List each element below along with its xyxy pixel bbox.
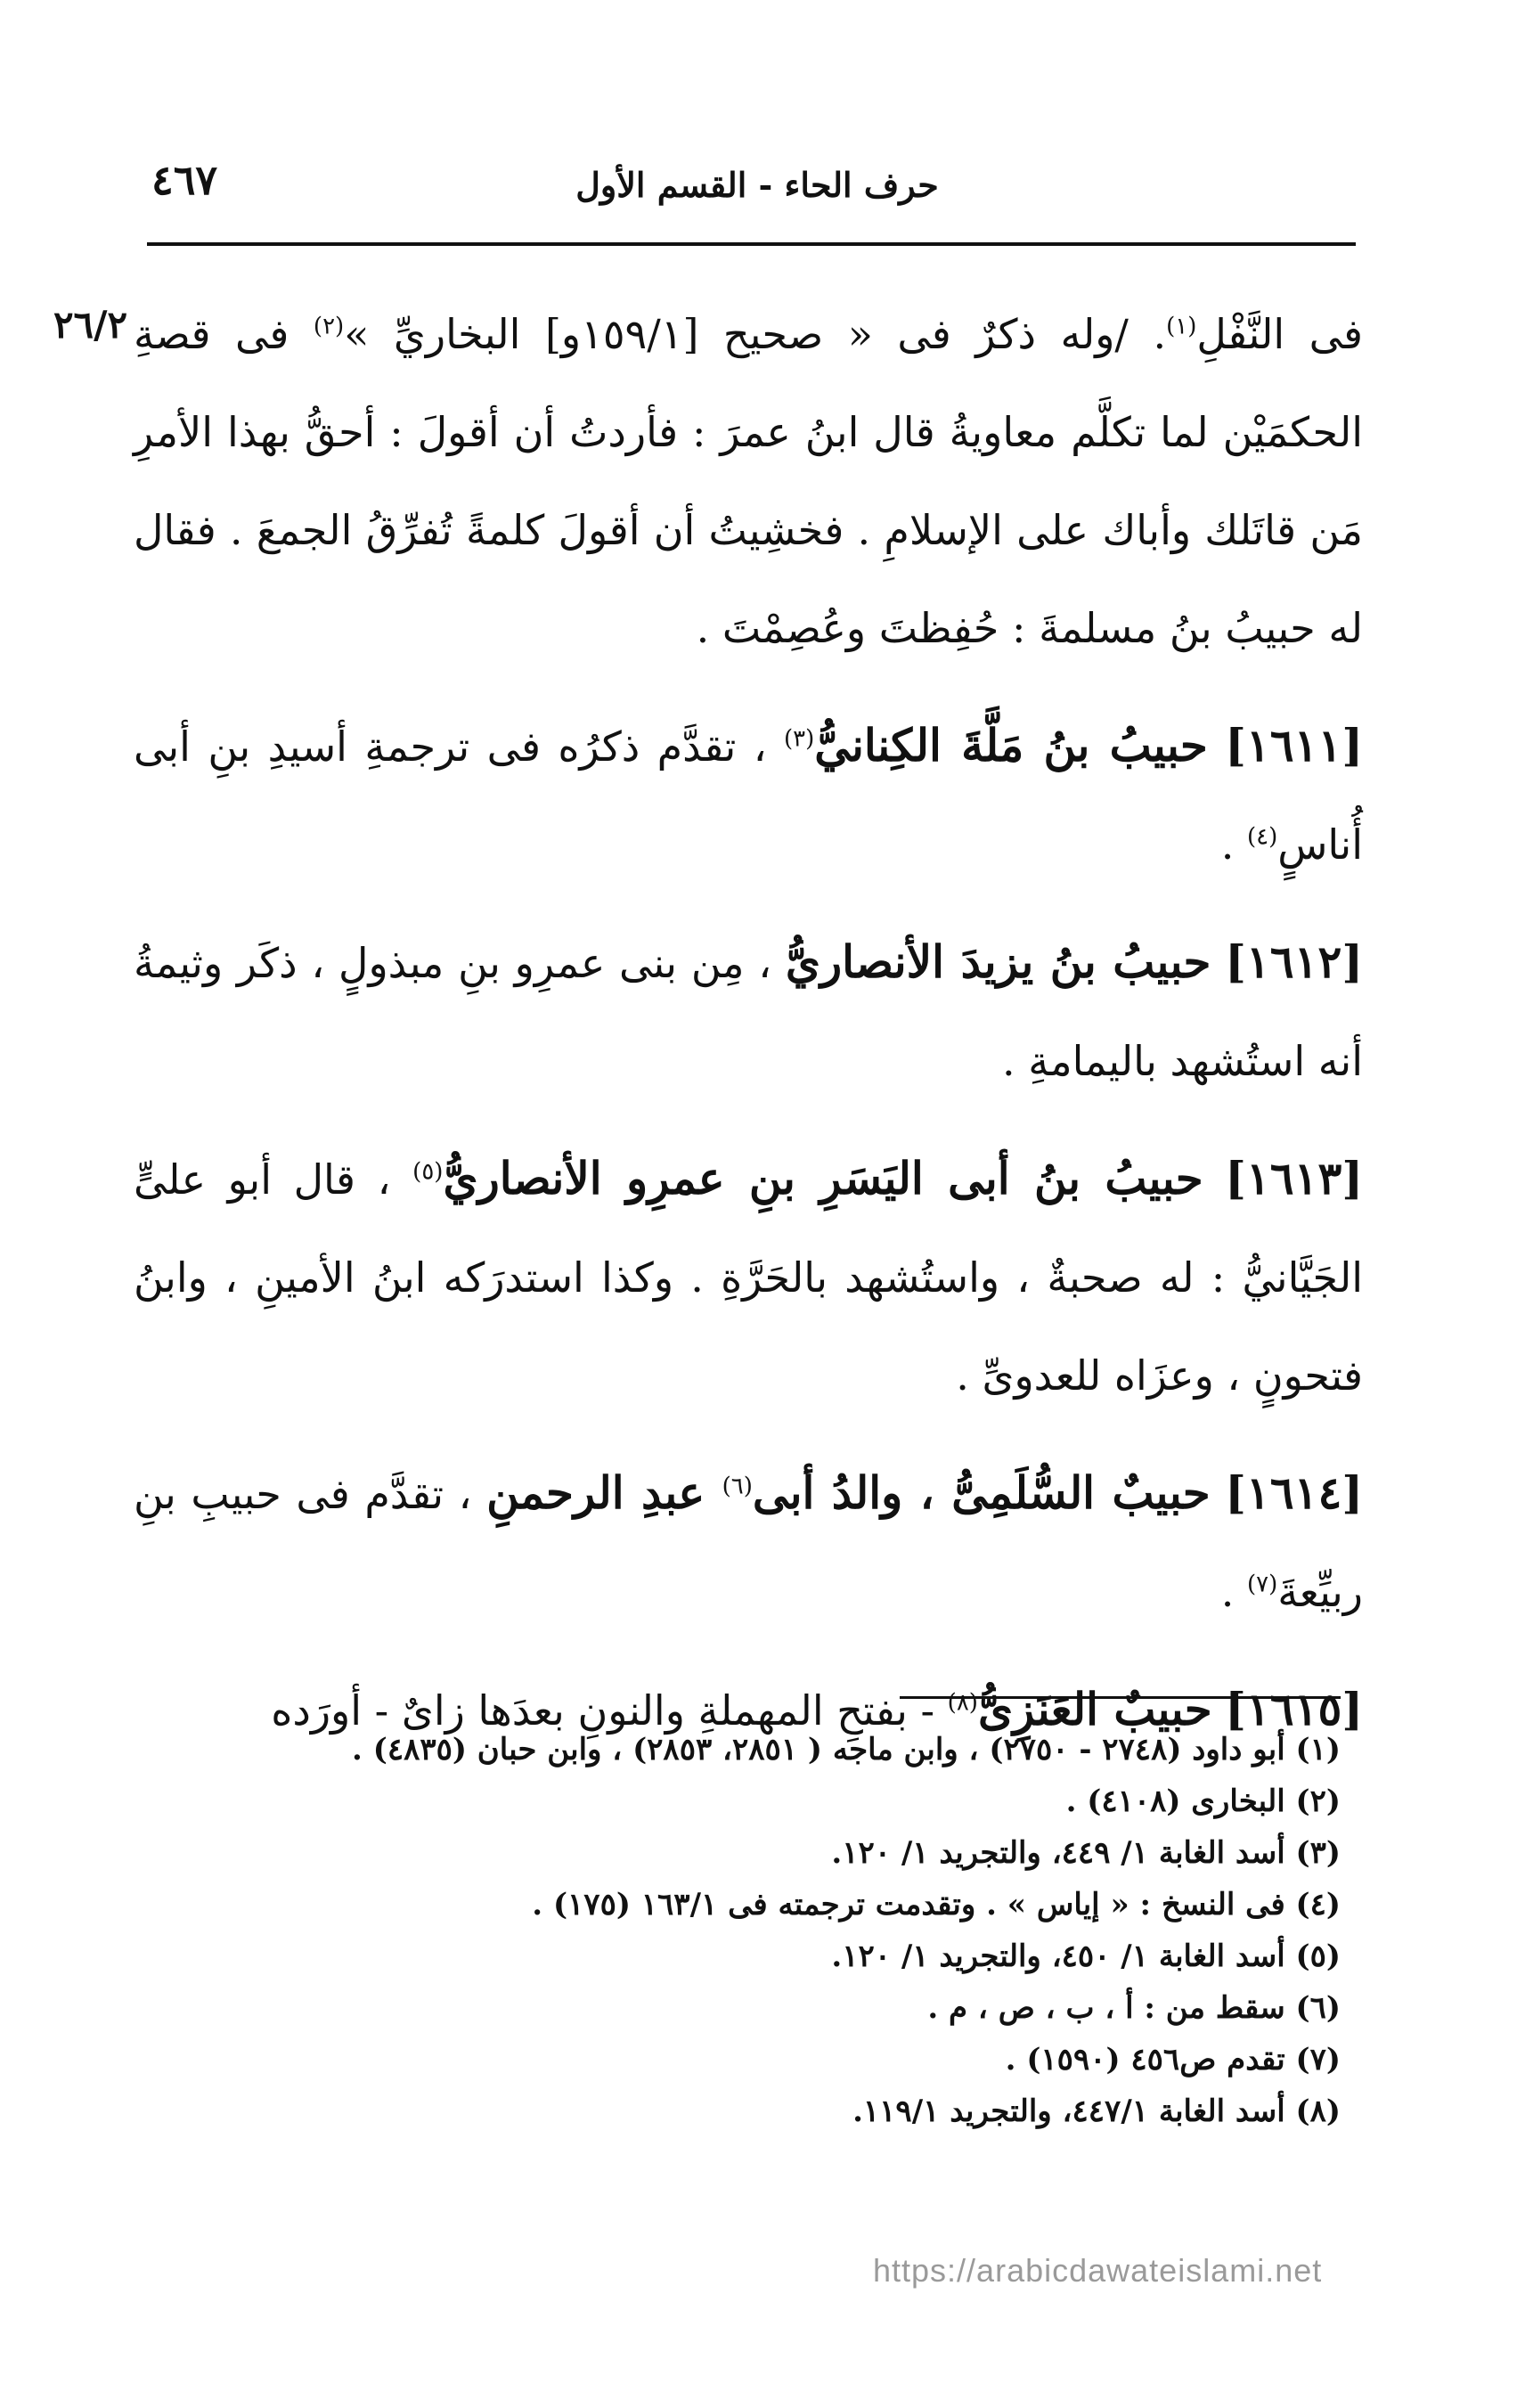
section-title: حرف الحاء - القسم الأول bbox=[575, 165, 939, 205]
footnote-ref-6: (٦) bbox=[722, 1473, 753, 1500]
margin-note: ٢٦/٢ bbox=[53, 303, 128, 347]
text-run: . bbox=[1220, 1568, 1247, 1616]
footnote-ref-2: (٢) bbox=[313, 313, 345, 340]
text-run: ، تقدَّم ذكرُه فى ترجمةِ أسيدِ بنِ أبى أُناسٍ bbox=[134, 722, 1363, 869]
watermark-url: https://arabicdawateislami.net bbox=[873, 2252, 1323, 2289]
footnote-8: (٨) أسد الغابة ٤٤٧/١، والتجريد ١١٩/١. bbox=[852, 2094, 1341, 2129]
footnote-2: (٢) البخارى (٤١٠٨) . bbox=[1065, 1784, 1341, 1819]
entry-number: [١٦١٢] bbox=[1225, 935, 1363, 988]
footnotes bbox=[178, 1724, 1341, 2137]
footnote-ref-4: (٤) bbox=[1246, 823, 1278, 851]
text-run: فى قصةِ الحكمَيْن لما تكلَّم معاويةُ قال ابنُ عمرَ : فأردتُ أن أقولَ : أحقُّ بهذا الأمرِ مَن قاتَلك وأباك على الإسلامِ . فخشِيتُ أن أقولَ كلمةً تُفرِّقُ الجمعَ . فقال له حبيبُ بنُ مسلمةَ : حُفِظتَ وعُصِمْتَ . bbox=[134, 310, 1363, 652]
header-rule bbox=[147, 242, 1356, 246]
entry-name: حبيبُ بنُ مَلَّةَ الكِنانيُّ bbox=[814, 719, 1208, 771]
entry-name: حبيبُ بنُ أبى اليَسَرِ بنِ عمرِو الأنصاريُّ bbox=[443, 1152, 1203, 1204]
footnote-rule bbox=[900, 1696, 1341, 1699]
footnote-ref-8: (٨) bbox=[947, 1689, 978, 1717]
text-run: . bbox=[1220, 820, 1247, 869]
footnote-ref-5: (٥) bbox=[412, 1158, 444, 1186]
footnote-6: (٦) سقط من : أ ، ب ، ص ، م . bbox=[927, 1990, 1341, 2026]
entry-name-continued: عبدِ الرحمنِ bbox=[486, 1466, 722, 1519]
footnote-ref-3: (٣) bbox=[784, 725, 815, 753]
entry-name: حبيبٌ السُّلَمِىُّ ، والدُ أبى bbox=[752, 1466, 1211, 1519]
entry-number: [١٦١٤] bbox=[1225, 1466, 1364, 1519]
footnote-ref-7: (٧) bbox=[1246, 1571, 1278, 1598]
entry-1614 bbox=[134, 1444, 1363, 1641]
paragraph-continuation bbox=[134, 285, 1363, 677]
footnote-ref-1: (١) bbox=[1166, 313, 1197, 340]
entry-1613 bbox=[134, 1130, 1363, 1424]
running-head bbox=[151, 156, 1354, 218]
entry-1611 bbox=[134, 697, 1363, 894]
text-run: فى النَّفْلِ bbox=[1196, 310, 1363, 358]
footnote-4: (٤) فى النسخ : « إياس » . وتقدمت ترجمته فى ١٦٣/١ (١٧٥) . bbox=[532, 1887, 1341, 1922]
text-run: ، مِن بنى عمرِو بنِ مبذولٍ ، ذكَر وثيمةُ أنه استُشهد باليمامةِ . bbox=[134, 939, 1363, 1085]
text-run: . /وله ذكرٌ فى « صحيح [١٥٩/١و] البخاريِّ » bbox=[344, 310, 1167, 358]
body-text bbox=[134, 285, 1363, 1759]
entry-number: [١٦١١] bbox=[1225, 719, 1364, 771]
text-run: ، قال أبو علىٍّ الجَيَّانيُّ : له صحبةٌ ، واستُشهد بالحَرَّةِ . وكذا استدرَكه ابنُ الأمينِ ، وابنُ فتحونٍ ، وعزَاه للعدوىِّ . bbox=[134, 1155, 1363, 1400]
text-run: ، تقدَّم فى حبيبِ بنِ ربيِّعةَ bbox=[134, 1470, 1363, 1616]
entry-number: [١٦١٣] bbox=[1225, 1152, 1364, 1204]
footnote-5: (٥) أسد الغابة ١/ ٤٥٠، والتجريد ١/ ١٢٠. bbox=[831, 1939, 1341, 1974]
footnote-7: (٧) تقدم ص٤٥٦ (١٥٩٠) . bbox=[1005, 2042, 1341, 2077]
footnote-1: (١) أبو داود (٢٧٤٨ - ٢٧٥٠) ، وابن ماجه ( ٢٨٥١، ٢٨٥٣) ، وابن حبان (٤٨٣٥) . bbox=[352, 1732, 1341, 1767]
entry-name: حبيبُ بنُ يزيدَ الأنصاريُّ bbox=[785, 935, 1211, 988]
entry-number: [١٦١٥] bbox=[1225, 1683, 1363, 1735]
entry-1612 bbox=[134, 913, 1363, 1110]
text-run: - بفتحِ المهملةِ والنونِ بعدَها زاىٌ - أورَده bbox=[271, 1686, 948, 1735]
entry-name: حبيبٌ العَنَزِىُّ bbox=[977, 1683, 1212, 1735]
footnote-3: (٣) أسد الغابة ١/ ٤٤٩، والتجريد ١/ ١٢٠. bbox=[831, 1835, 1341, 1871]
page-number: ٤٦٧ bbox=[151, 156, 218, 204]
